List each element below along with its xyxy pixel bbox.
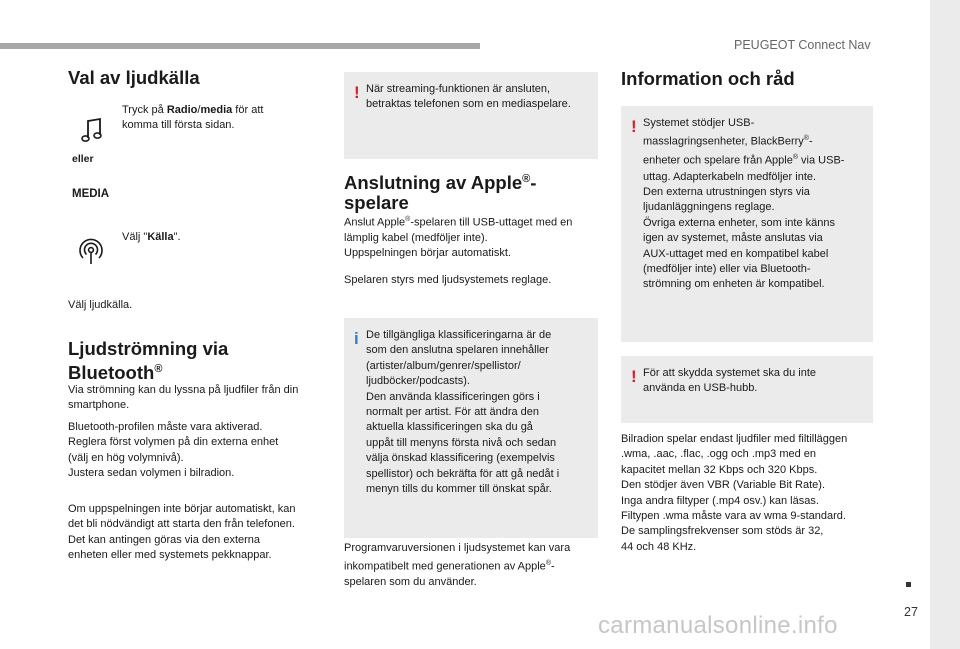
music-note-icon [80,116,104,144]
source-antenna-icon [78,238,104,266]
warning-text-usb-support: Systemet stödjer USB- masslagringsenheter, BlackBerry®- enheter och spelare från Apple® via USB- uttag. Adapterkabeln medföljer inte. Den externa utrustningen styrs via ljudanläggningens reglage. Övriga externa enheter, som inte känns igen av systemet, måste anslutas via AUX-uttaget med en kompatibel kabel (medföljer inte) eller via Bluetooth- strömning om enheten är kompatibel. [643,117,845,291]
section-title-audio-source: Val av ljudkälla [68,67,200,88]
section-title-bluetooth: Ljudströmning via Bluetooth® [68,338,229,384]
or-label: eller [72,153,94,165]
bluetooth-paragraph-2: Bluetooth-profilen måste vara aktiverad. Reglera först volymen på din externa enhet (välj en hög volymnivå). Justera sedan volymen i bilradion. [68,421,279,480]
section-title-apple: Anslutning av Apple®- spelare [344,172,537,214]
warning-box-streaming [344,72,598,159]
warning-box-usb-support [621,106,873,342]
step-press-radio-media: Tryck på Radio/media för att komma till första sidan. [122,104,264,132]
select-audio-source-text: Välj ljudkälla. [68,299,133,311]
step-select-source: Välj "Källa". [122,231,181,243]
watermark: carmanualsonline.info [598,612,838,639]
apple-paragraph-3: Programvaruversionen i ljudsystemet kan vara inkompatibelt med generationen av Apple®- spelaren som du använder. [344,542,571,589]
header-title: PEUGEOT Connect Nav [734,38,871,52]
warning-text-usb-hub: För att skydda systemet ska du inte använda en USB-hubb. [643,367,817,395]
apple-paragraph-1: Anslut Apple®-spelaren till USB-uttaget med en lämplig kabel (medföljer inte). Uppspelningen börjar automatiskt. [344,216,573,260]
continuation-marker [906,582,911,587]
info-icon: i [354,329,359,348]
warning-text-streaming: När streaming-funktionen är ansluten, betraktas telefonen som en mediaspelare. [366,83,571,111]
media-button-label: MEDIA [72,188,110,200]
bluetooth-paragraph-1: Via strömning kan du lyssna på ljudfiler från din smartphone. [68,384,299,412]
bluetooth-paragraph-3: Om uppspelningen inte börjar automatiskt, kan det bli nödvändigt att starta den från telefonen. Det kan antingen göras via den externa enheten eller med systemets pekknappar. [68,503,296,562]
page-number: 27 [904,605,918,619]
apple-paragraph-2: Spelaren styrs med ljudsystemets reglage. [344,274,552,286]
section-title-information: Information och råd [621,68,795,89]
warning-icon: ! [631,367,637,386]
info-box-classification [344,318,598,538]
warning-icon: ! [354,83,360,102]
info-text-classification: De tillgängliga klassificeringarna är de som den anslutna spelaren innehåller (artister/album/genrer/spellistor/ ljudböcker/podcasts). Den använda klassificeringen görs i normalt per artist. För att ändra den aktuella klassificeringen ska du gå uppåt till menyns första nivå och sedan välja önskad klassificering (exempelvis spellistor) och bekräfta för att gå nedåt i menyn tills du kommer till önskat spår. [366,329,560,496]
warning-box-usb-hub [621,356,873,423]
page-edge-strip [930,0,960,649]
file-format-paragraph: Bilradion spelar endast ljudfiler med filtilläggen .wma, .aac, .flac, .ogg och .mp3 med en kapacitet mellan 32 Kbps och 320 Kbps. Den stödjer även VBR (Variable Bit Rate). Inga andra filtyper (.mp4 osv.) kan läsas. Filtypen .wma måste vara av wma 9-standard. De samplingsfrekvenser som stöds är 32, 44 och 48 KHz. [621,433,848,553]
header-rule [0,43,480,49]
warning-icon: ! [631,117,637,136]
